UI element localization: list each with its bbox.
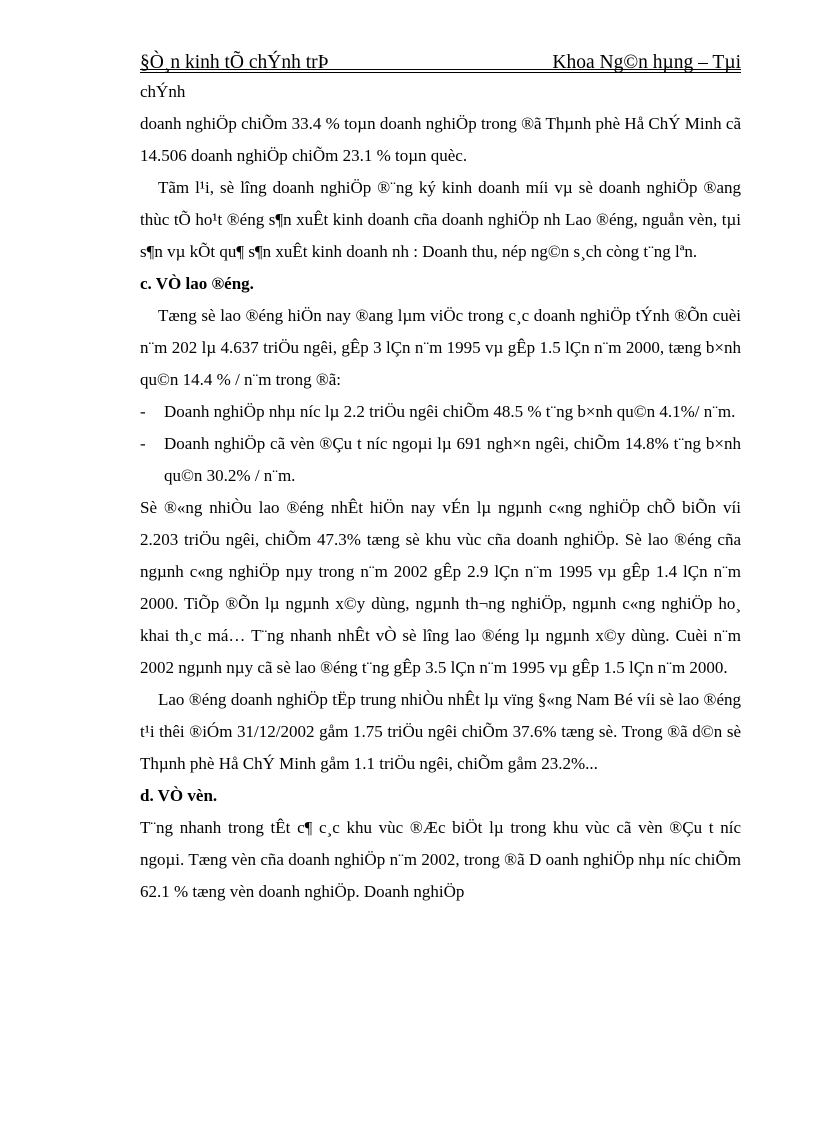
paragraph-3: Tæng sè lao ®éng hiÖn nay ®ang lµm viÖc trong c¸c doanh nghiÖp tÝnh ®Õn cuèi n¨m 202 lµ 4.637 triÖu ngêi, gÊp 3 lÇn n¨m 1995 vµ gÊp 1.5 lÇn n¨m 2000, tæng b×nh qu©n 14.4 % / n¨m trong ®ã: — [140, 306, 741, 389]
document-body — [140, 76, 741, 908]
section-heading-capital: d. VÒ vèn. — [140, 786, 218, 805]
bullet-list — [140, 396, 741, 492]
bullet-item — [140, 428, 741, 492]
section-heading-labor: c. VÒ lao ®éng. — [140, 274, 254, 293]
bullet-item — [140, 396, 741, 428]
paragraph-6: T¨ng nhanh trong tÊt c¶ c¸c khu vùc ®Æc biÖt lµ trong khu vùc cã vèn ®Çu t níc ngoµi. Tæng vèn cña doanh nghiÖp n¨m 2002, trong ®ã D oanh nghiÖp nhµ níc chiÕm 62.1 % tæng vèn doanh nghiÖp. Doanh nghiÖp — [140, 818, 741, 901]
bullet-text: Doanh nghiÖp cã vèn ®Çu t níc ngoµi lµ 691 ngh×n ngêi, chiÕm 14.8% t¨ng b×nh qu©n 30.2% / n¨m. — [164, 434, 741, 485]
header-left-title: §Ò¸n kinh tÕ chÝnh trÞ — [140, 52, 329, 73]
bullet-marker: - — [140, 402, 146, 421]
bullet-marker: - — [140, 434, 146, 453]
header-rule-top — [140, 69, 741, 70]
bullet-text: Doanh nghiÖp nhµ níc lµ 2.2 triÖu ngêi chiÕm 48.5 % t¨ng b×nh qu©n 4.1%/ n¨m. — [164, 402, 736, 421]
paragraph-4: Sè ®«ng nhiÒu lao ®éng nhÊt hiÖn nay vÉn lµ ngµnh c«ng nghiÖp chÕ biÕn víi 2.203 triÖu ngêi, chiÕm 47.3% tæng sè khu vùc cña doanh nghiÖp. Sè lao ®éng cña ngµnh c«ng nghiÖp nµy trong n¨m 2002 gÊp 2.9 lÇn n¨m 1995 vµ gÊp 1.4 lÇn n¨m 2000. TiÕp ®Õn lµ ngµnh x©y dùng, ngµnh th¬ng nghiÖp, ngµnh c«ng nghiÖp ho¸ khai th¸c má… T¨ng nhanh nhÊt vÒ sè lîng lao ®éng lµ ngµnh x©y dùng. Cuèi n¨m 2002 ngµnh nµy cã sè lao ®éng t¨ng gÊp 3.5 lÇn n¨m 1995 vµ gÊp 1.5 lÇn n¨m 2000. — [140, 498, 741, 677]
paragraph-1: doanh nghiÖp chiÕm 33.4 % toµn doanh nghiÖp trong ®ã Thµnh phè Hå ChÝ Minh cã 14.506 doanh nghiÖp chiÕm 23.1 % toµn quèc. — [140, 114, 741, 165]
paragraph-2: Tãm l¹i, sè lîng doanh nghiÖp ®¨ng ký kinh doanh míi vµ sè doanh nghiÖp ®ang thùc tÕ ho¹t ®éng s¶n xuÊt kinh doanh cña doanh nghiÖp nh Lao ®éng, nguån vèn, tµi s¶n vµ kÕt qu¶ s¶n xuÊt kinh doanh nh : Doanh thu, nép ng©n s¸ch còng t¨ng lªn. — [140, 178, 741, 261]
paragraph-5: Lao ®éng doanh nghiÖp tËp trung nhiÒu nhÊt lµ vïng §«ng Nam Bé víi sè lao ®éng t¹i thêi ®iÓm 31/12/2002 gåm 1.75 triÖu ngêi chiÕm 37.6% tæng sè. Trong ®ã d©n sè Thµnh phè Hå ChÝ Minh gåm 1.1 triÖu ngêi, chiÕm gåm 23.2%... — [140, 690, 741, 773]
header-rule-bottom — [140, 72, 741, 73]
header-continuation: chÝnh — [140, 82, 186, 101]
header-right-title: Khoa Ng©n hµng – Tµi — [552, 52, 741, 73]
